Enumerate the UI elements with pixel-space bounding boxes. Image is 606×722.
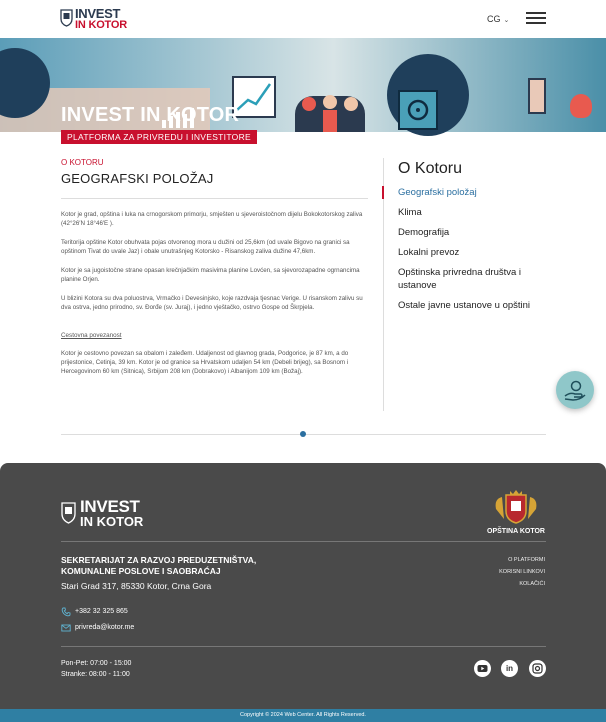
hamburger-line xyxy=(526,12,546,14)
sidebar-item-javne-ustanove[interactable]: Ostale javne ustanove u opštini xyxy=(398,300,531,311)
instagram-icon xyxy=(529,660,546,677)
footer-organization: SEKRETARIJAT ZA RAZVOJ PREDUZETNIŠTVA, KOMUNALNE POSLOVE I SAOBRAĆAJ xyxy=(61,555,257,576)
connectivity-paragraph: Kotor je cestovno povezan sa obalom i zaleđem. Udaljenost od glavnog grada, Podgorice, je 87 km, a do prijestonice, Cetinja, 39 km. Kotor je od granice sa Hrvatskom udaljen 54 km (Debeli brijeg), sa Bosnom i Hercegovinom 60 km (Sitnica), Srbijom 208 km (Dobrakovo) i Albanijom 109 km (Božaj). xyxy=(61,350,349,375)
hero-banner xyxy=(0,38,606,142)
article-paragraph: Kotor je sa jugoistočne strane opasan krečnjačkim masivima planine Lovćen, sa sjevorozapadne ogrnancima planine Orjen. xyxy=(61,267,360,283)
language-selector[interactable] xyxy=(487,14,509,24)
footer-email[interactable] xyxy=(61,624,261,634)
divider-dot xyxy=(300,431,306,437)
footer-logo-line2: IN KOTOR xyxy=(80,514,144,529)
article xyxy=(61,158,368,376)
shield-icon xyxy=(60,9,73,27)
footer-link-kolacici[interactable]: KOLAČIĆI xyxy=(519,581,545,587)
footer-logo[interactable] xyxy=(61,497,151,531)
footer-divider xyxy=(61,541,546,542)
youtube-button[interactable] xyxy=(474,660,491,677)
sidebar-item-demografija[interactable]: Demografija xyxy=(398,227,450,238)
linkedin-button[interactable] xyxy=(501,660,518,677)
footer-phone[interactable] xyxy=(61,608,261,618)
sidebar-title: O Kotoru xyxy=(398,160,463,177)
email-address: privreda@kotor.me xyxy=(75,624,135,631)
sidebar-item-geografski-polozaj[interactable]: Geografski položaj xyxy=(398,186,548,199)
chevron-down-icon: ⌄ xyxy=(503,17,510,24)
mail-icon xyxy=(61,623,71,633)
hamburger-menu-button[interactable] xyxy=(526,11,546,25)
article-paragraph: U blizini Kotora su dva poluostrva, Vrmačko i Devesinjsko, koje razdvaja tjesnac Verige. U risanskom zalivu su dva ostrva, jedno prirodno, sv. Đorđe (sv. Juraj), i jedno vještačko, ostrvo Gospe od Škrpjela. xyxy=(61,295,363,311)
footer-logo-line1: INVEST xyxy=(80,497,140,516)
banner-title: INVEST IN KOTOR xyxy=(61,104,240,126)
money-bag-icon xyxy=(570,94,592,118)
page-title: GEOGRAFSKI POLOŽAJ xyxy=(61,171,214,186)
hamburger-line xyxy=(526,17,546,19)
site-header xyxy=(0,0,606,38)
footer-link-o-platformi[interactable]: O PLATFORMI xyxy=(508,557,545,563)
footer-address: Stari Grad 317, 85330 Kotor, Crna Gora xyxy=(61,581,212,591)
site-logo[interactable] xyxy=(60,6,130,32)
hand-coin-icon xyxy=(556,371,594,409)
hamburger-line xyxy=(526,22,546,24)
footer-link-korisni-linkovi[interactable]: KORISNI LINKOVI xyxy=(499,569,545,575)
language-label: CG xyxy=(487,14,501,24)
footer-hours-weekdays: Pon-Pet: 07:00 - 15:00 xyxy=(61,660,132,667)
instagram-button[interactable] xyxy=(529,660,546,677)
article-paragraph: Kotor je grad, opština i luka na crnogorskom primorju, smješten u sjeveroistočnom dijelu Bokokotorskog zaliva (42°26′N 18°46′E ). xyxy=(61,211,363,227)
phone-number: +382 32 325 865 xyxy=(75,608,128,615)
sidebar-item-privredna-drustva[interactable]: Opštinska privredna društva i ustanove xyxy=(398,267,522,291)
hourglass-icon xyxy=(528,78,546,114)
sidebar-item-lokalni-prevoz[interactable]: Lokalni prevoz xyxy=(398,247,460,258)
sidebar-item-klima[interactable]: Klima xyxy=(398,207,422,218)
banner-subtitle: PLATFORMA ZA PRIVREDU I INVESTITORE xyxy=(61,130,257,144)
footer-links xyxy=(440,554,545,590)
phone-icon xyxy=(61,607,71,617)
safe-icon xyxy=(398,90,438,130)
crest-label: OPŠTINA KOTOR xyxy=(487,528,545,535)
footer-hours-clients: Stranke: 08:00 - 11:00 xyxy=(61,671,130,678)
business-people-illustration xyxy=(295,96,365,132)
sidebar-menu xyxy=(398,186,548,319)
shield-icon xyxy=(61,502,76,524)
copyright-bar: Copyright © 2024 Web Center. All Rights Reserved. xyxy=(0,709,606,722)
kotor-coat-of-arms-icon[interactable] xyxy=(492,489,540,525)
breadcrumb[interactable]: O KOTORU xyxy=(61,158,104,167)
investor-help-button[interactable] xyxy=(556,371,594,409)
article-paragraph: Teritorija opštine Kotor obuhvata pojas otvorenog mora u dužini od 25,6km (od uvale Bigovo na granici sa opštinom Tivat do uvale Jaz) i obale unutrašnjeg Kotorsko - Risanskog zaliva dužine 47,6km. xyxy=(61,239,350,255)
logo-line2: IN KOTOR xyxy=(75,19,127,31)
logo-line1: INVEST xyxy=(75,6,121,21)
linkedin-icon: in xyxy=(505,664,514,673)
youtube-icon xyxy=(474,660,491,677)
footer-divider xyxy=(61,646,546,647)
connectivity-subheading[interactable]: Cestovna povezanost xyxy=(61,332,122,339)
title-divider xyxy=(61,198,368,199)
